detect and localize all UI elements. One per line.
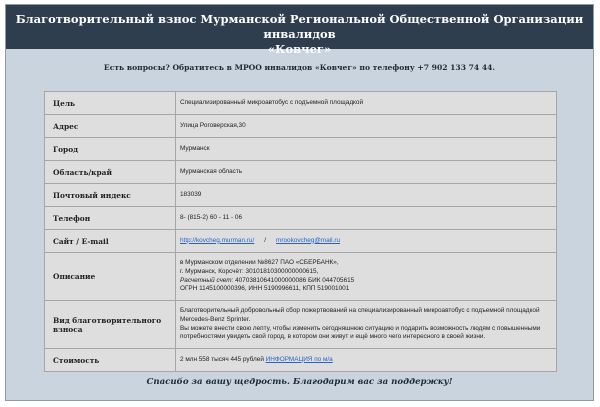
- row-value: Улица Роговерская,30: [176, 115, 557, 138]
- row-label: Стоимость: [45, 349, 176, 372]
- info-table: [44, 91, 557, 372]
- link-separator: /: [264, 236, 267, 244]
- description-line: г. Мурманск, Корсчёт: 30101810300000000615,: [180, 267, 319, 275]
- row-label: Описание: [45, 253, 176, 301]
- row-value: Специализированный микроавтобус с подъемной площадкой: [176, 92, 557, 115]
- description-line: ОГРН 1145100000396, ИНН 5190996611, КПП 519001001: [180, 285, 350, 293]
- contact-line: Есть вопросы? Обратитесь в МРОО инвалидов «Ковчег» по телефону +7 902 133 74 44.: [103, 63, 496, 72]
- row-value: Мурманская область: [176, 161, 557, 184]
- thanks-footer: Спасибо за вашу щедрость. Благодарим вас за поддержку!: [146, 377, 453, 387]
- page-title-line1: Благотворительный взнос Мурманской Региональной Общественной Организации инвалидов: [15, 12, 584, 41]
- row-label: Телефон: [45, 207, 176, 230]
- kind-line: Mercedes-Benz Sprinter.: [180, 315, 251, 323]
- site-link[interactable]: http://kovcheg.murman.ru/: [180, 236, 255, 244]
- row-value: 8- (815-2) 60 - 11 - 06: [176, 207, 557, 230]
- page-frame: [5, 4, 594, 401]
- page-title-line2: «Ковчег»: [267, 42, 332, 56]
- row-value: [176, 230, 557, 253]
- table-row-region: [45, 161, 557, 184]
- table-row-address: [45, 115, 557, 138]
- account-label: Расчетный счет:: [180, 276, 236, 284]
- kind-line: потребностями увидеть свой город, в котором они живут и ещё много чего интересного в своей жизни.: [180, 333, 486, 341]
- row-value: Мурманск: [176, 138, 557, 161]
- cost-value: 2 млн 558 тысяч 445 рублей: [180, 355, 266, 363]
- row-label: Город: [45, 138, 176, 161]
- row-value: [176, 301, 557, 349]
- table-row-goal: [45, 92, 557, 115]
- table-row-kind: [45, 301, 557, 349]
- row-label: Сайт / E-mail: [45, 230, 176, 253]
- page-header: [6, 5, 593, 56]
- table-row-site: [45, 230, 557, 253]
- row-label: Область/край: [45, 161, 176, 184]
- description-line: в Мурманском отделении №8627 ПАО «СБЕРБАНК»,: [180, 259, 339, 267]
- table-row-city: [45, 138, 557, 161]
- row-value: 183039: [176, 184, 557, 207]
- row-value: [176, 349, 557, 372]
- kind-line: Вы можете внести свою лепту, чтобы изменить сегодняшнюю ситуацию и подарить возможность людям с повышенными: [180, 324, 541, 332]
- table-row-cost: [45, 349, 557, 372]
- row-value: [176, 253, 557, 301]
- row-label: Цель: [45, 92, 176, 115]
- table-row-postcode: [45, 184, 557, 207]
- kind-line: Благотворительный добровольный сбор пожертвований на специализированный микроавтобус с подъемной площадкой: [180, 307, 540, 315]
- email-link[interactable]: mrookovcheg@mail.ru: [276, 236, 341, 244]
- row-label: Адрес: [45, 115, 176, 138]
- account-value: 40703810641000000086 БИК 044705615: [235, 276, 355, 284]
- row-label: Вид благотворительного взноса: [45, 301, 176, 349]
- table-row-phone: [45, 207, 557, 230]
- description-line: [180, 277, 552, 286]
- table-row-description: [45, 253, 557, 301]
- info-link[interactable]: ИНФОРМАЦИЯ по м/а: [265, 355, 333, 363]
- row-label: Почтовый индекс: [45, 184, 176, 207]
